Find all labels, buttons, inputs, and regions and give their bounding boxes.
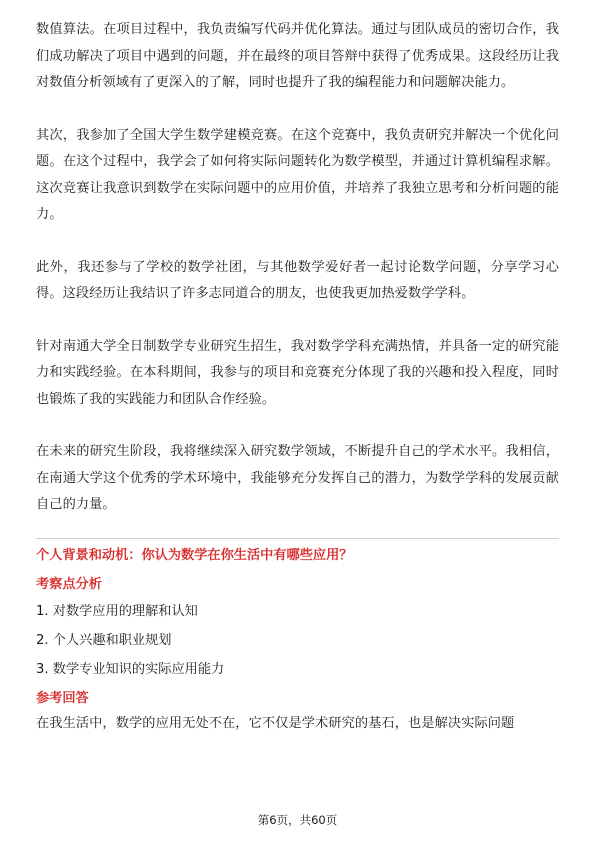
paragraph-competition: 其次，我参加了全国大学生数学建模竞赛。在这个竞赛中，我负责研究并解决一个优化问题。在这个过程中，我学会了如何将实际问题转化为数学模型，并通过计算机编程求解。这次竞赛让我意识到数学在实际问题中的应用价值，并培养了我独立思考和分析问题的能力。 — [36, 127, 559, 222]
paragraph-club: 此外，我还参与了学校的数学社团，与其他数学爱好者一起讨论数学问题，分享学习心得。这段经历让我结识了许多志同道合的朋友，也使我更加热爱数学学科。 — [36, 259, 559, 301]
question-heading: 个人背景和动机：你认为数学在你生活中有哪些应用？ — [36, 547, 353, 563]
answer-text: 在我生活中，数学的应用无处不在，它不仅是学术研究的基石，也是解决实际问题 — [36, 715, 515, 731]
list-item: 3. 数学专业知识的实际应用能力 — [36, 661, 225, 677]
analysis-list — [36, 597, 559, 684]
paragraph-motivation: 针对南通大学全日制数学专业研究生招生，我对数学学科充满热情，并具备一定的研究能力和实践经验。在本科期间，我参与的项目和竞赛充分体现了我的兴趣和投入程度，同时也锻炼了我的实践能力和团队合作经验。 — [36, 338, 559, 407]
list-item: 2. 个人兴趣和职业规划 — [36, 632, 172, 648]
section-divider — [36, 538, 559, 539]
document-page — [36, 17, 559, 737]
answer-heading: 参考回答 — [36, 690, 89, 706]
paragraph-future: 在未来的研究生阶段，我将继续深入研究数学领域，不断提升自己的学术水平。我相信，在南通大学这个优秀的学术环境中，我能够充分发挥自己的潜力，为数学学科的发展贡献自己的力量。 — [36, 444, 559, 512]
analysis-heading: 考察点分析 — [36, 576, 102, 592]
list-item: 1. 对数学应用的理解和认知 — [36, 603, 198, 619]
paragraph-project: 数值算法。在项目过程中，我负责编写代码并优化算法。通过与团队成员的密切合作，我们成功解决了项目中遇到的问题，并在最终的项目答辩中获得了优秀成果。这段经历让我对数值分析领域有了更深入的了解，同时也提升了我的编程能力和问题解决能力。 — [36, 22, 559, 90]
page-number-footer: 第6页，共60页 — [257, 813, 338, 827]
